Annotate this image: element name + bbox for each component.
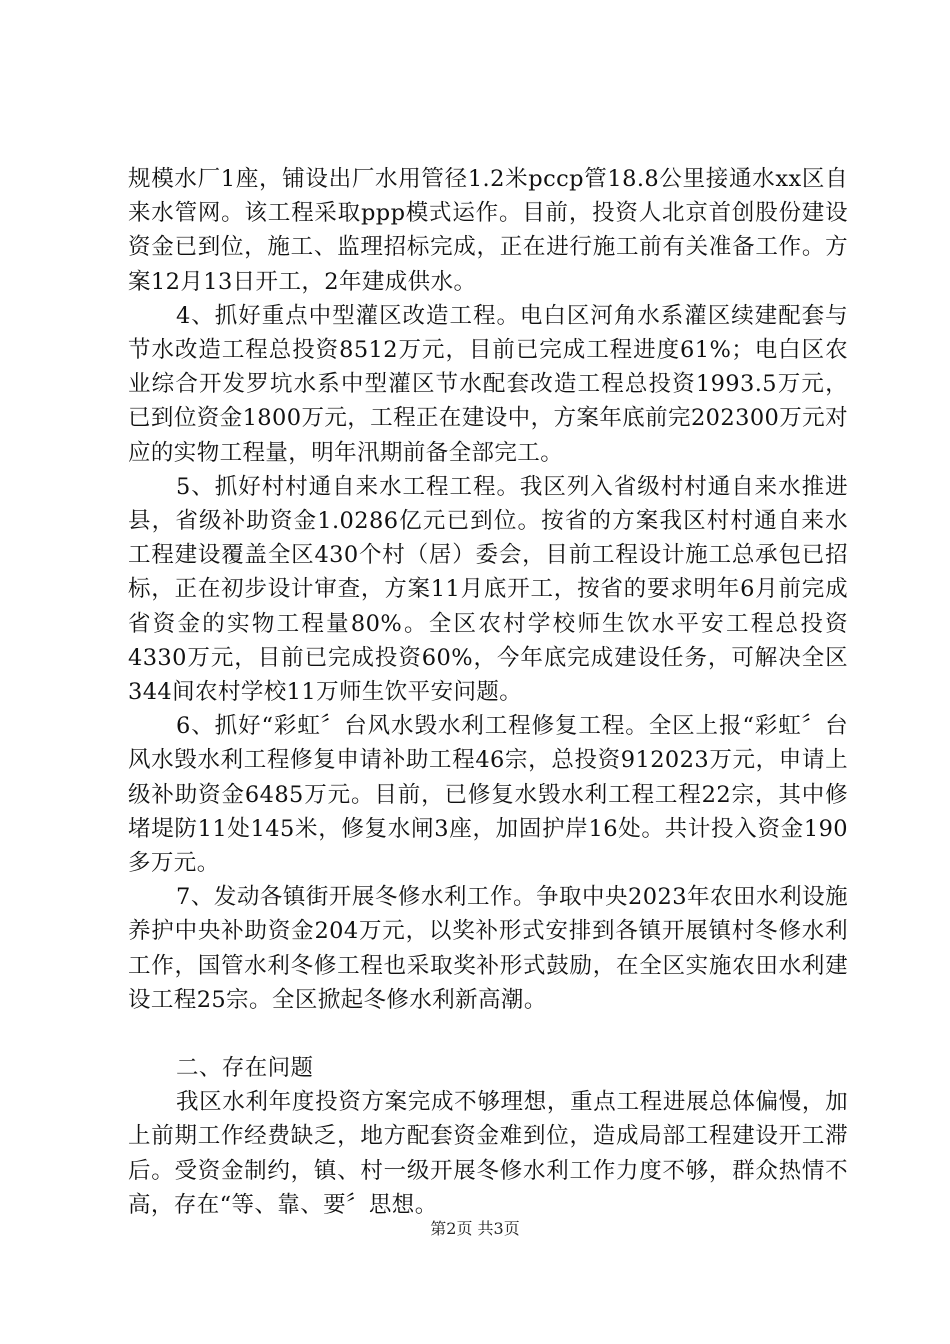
page-number-footer: 第2页 共3页 <box>430 1219 520 1238</box>
paragraph-winter-repair: 7、发动各镇街开展冬修水利工作。争取中央2023年农田水利设施养护中央补助资金204万元，以奖补形式安排到各镇开展镇村冬修水利工作，国管水利冬修工程也采取奖补形式鼓励，在全区实施农田水利建设工程25宗。全区掀起冬修水利新高潮。 <box>128 884 848 1013</box>
paragraph-village-water-project: 5、抓好村村通自来水工程工程。我区列入省级村村通自来水推进县，省级补助资金1.0286亿元已到位。按省的方案我区村村通自来水工程建设覆盖全区430个村（居）委会，目前工程设计施工总承包已招标，正在初步设计审查，方案11月底开工，按省的要求明年6月前完成省资金的实物工程量80%。全区农村学校师生饮水平安工程总投资4330万元，目前已完成投资60%，今年底完成建设任务，可解决全区344间农村学校11万师生饮平安问题。 <box>128 473 848 706</box>
document-body <box>128 162 848 1222</box>
paragraph-irrigation-project: 4、抓好重点中型灌区改造工程。电白区河角水系灌区续建配套与节水改造工程总投资8512万元，目前已完成工程进度61%；电白区农业综合开发罗坑水系中型灌区节水配套改造工程总投资1993.5万元，已到位资金1800万元，工程正在建设中，方案年底前完202300万元对应的实物工程量，明年汛期前备全部完工。 <box>128 302 848 466</box>
paragraph-problems: 我区水利年度投资方案完成不够理想，重点工程进展总体偏慢，加上前期工作经费缺乏，地方配套资金难到位，造成局部工程建设开工滞后。受资金制约，镇、村一级开展冬修水利工作力度不够，群众热情不高，存在“等、靠、要〞思想。 <box>128 1089 848 1218</box>
paragraph-typhoon-repair: 6、抓好“彩虹〞台风水毁水利工程修复工程。全区上报“彩虹〞台风水毁水利工程修复申请补助工程46宗，总投资912023万元，申请上级补助资金6485万元。目前，已修复水毁水利工程工程22宗，其中修堵堤防11处145米，修复水闸3座，加固护岸16处。共计投入资金190多万元。 <box>128 713 848 877</box>
paragraph-water-plant: 规模水厂1座，铺设出厂水用管径1.2米pccp管18.8公里接通水xx区自来水管网。该工程采取ppp模式运作。目前，投资人北京首创股份建设资金已到位，施工、监理招标完成，正在进行施工前有关准备工作。方案12月13日开工，2年建成供水。 <box>128 166 848 295</box>
section-heading-problems: 二、存在问题 <box>176 1055 314 1082</box>
